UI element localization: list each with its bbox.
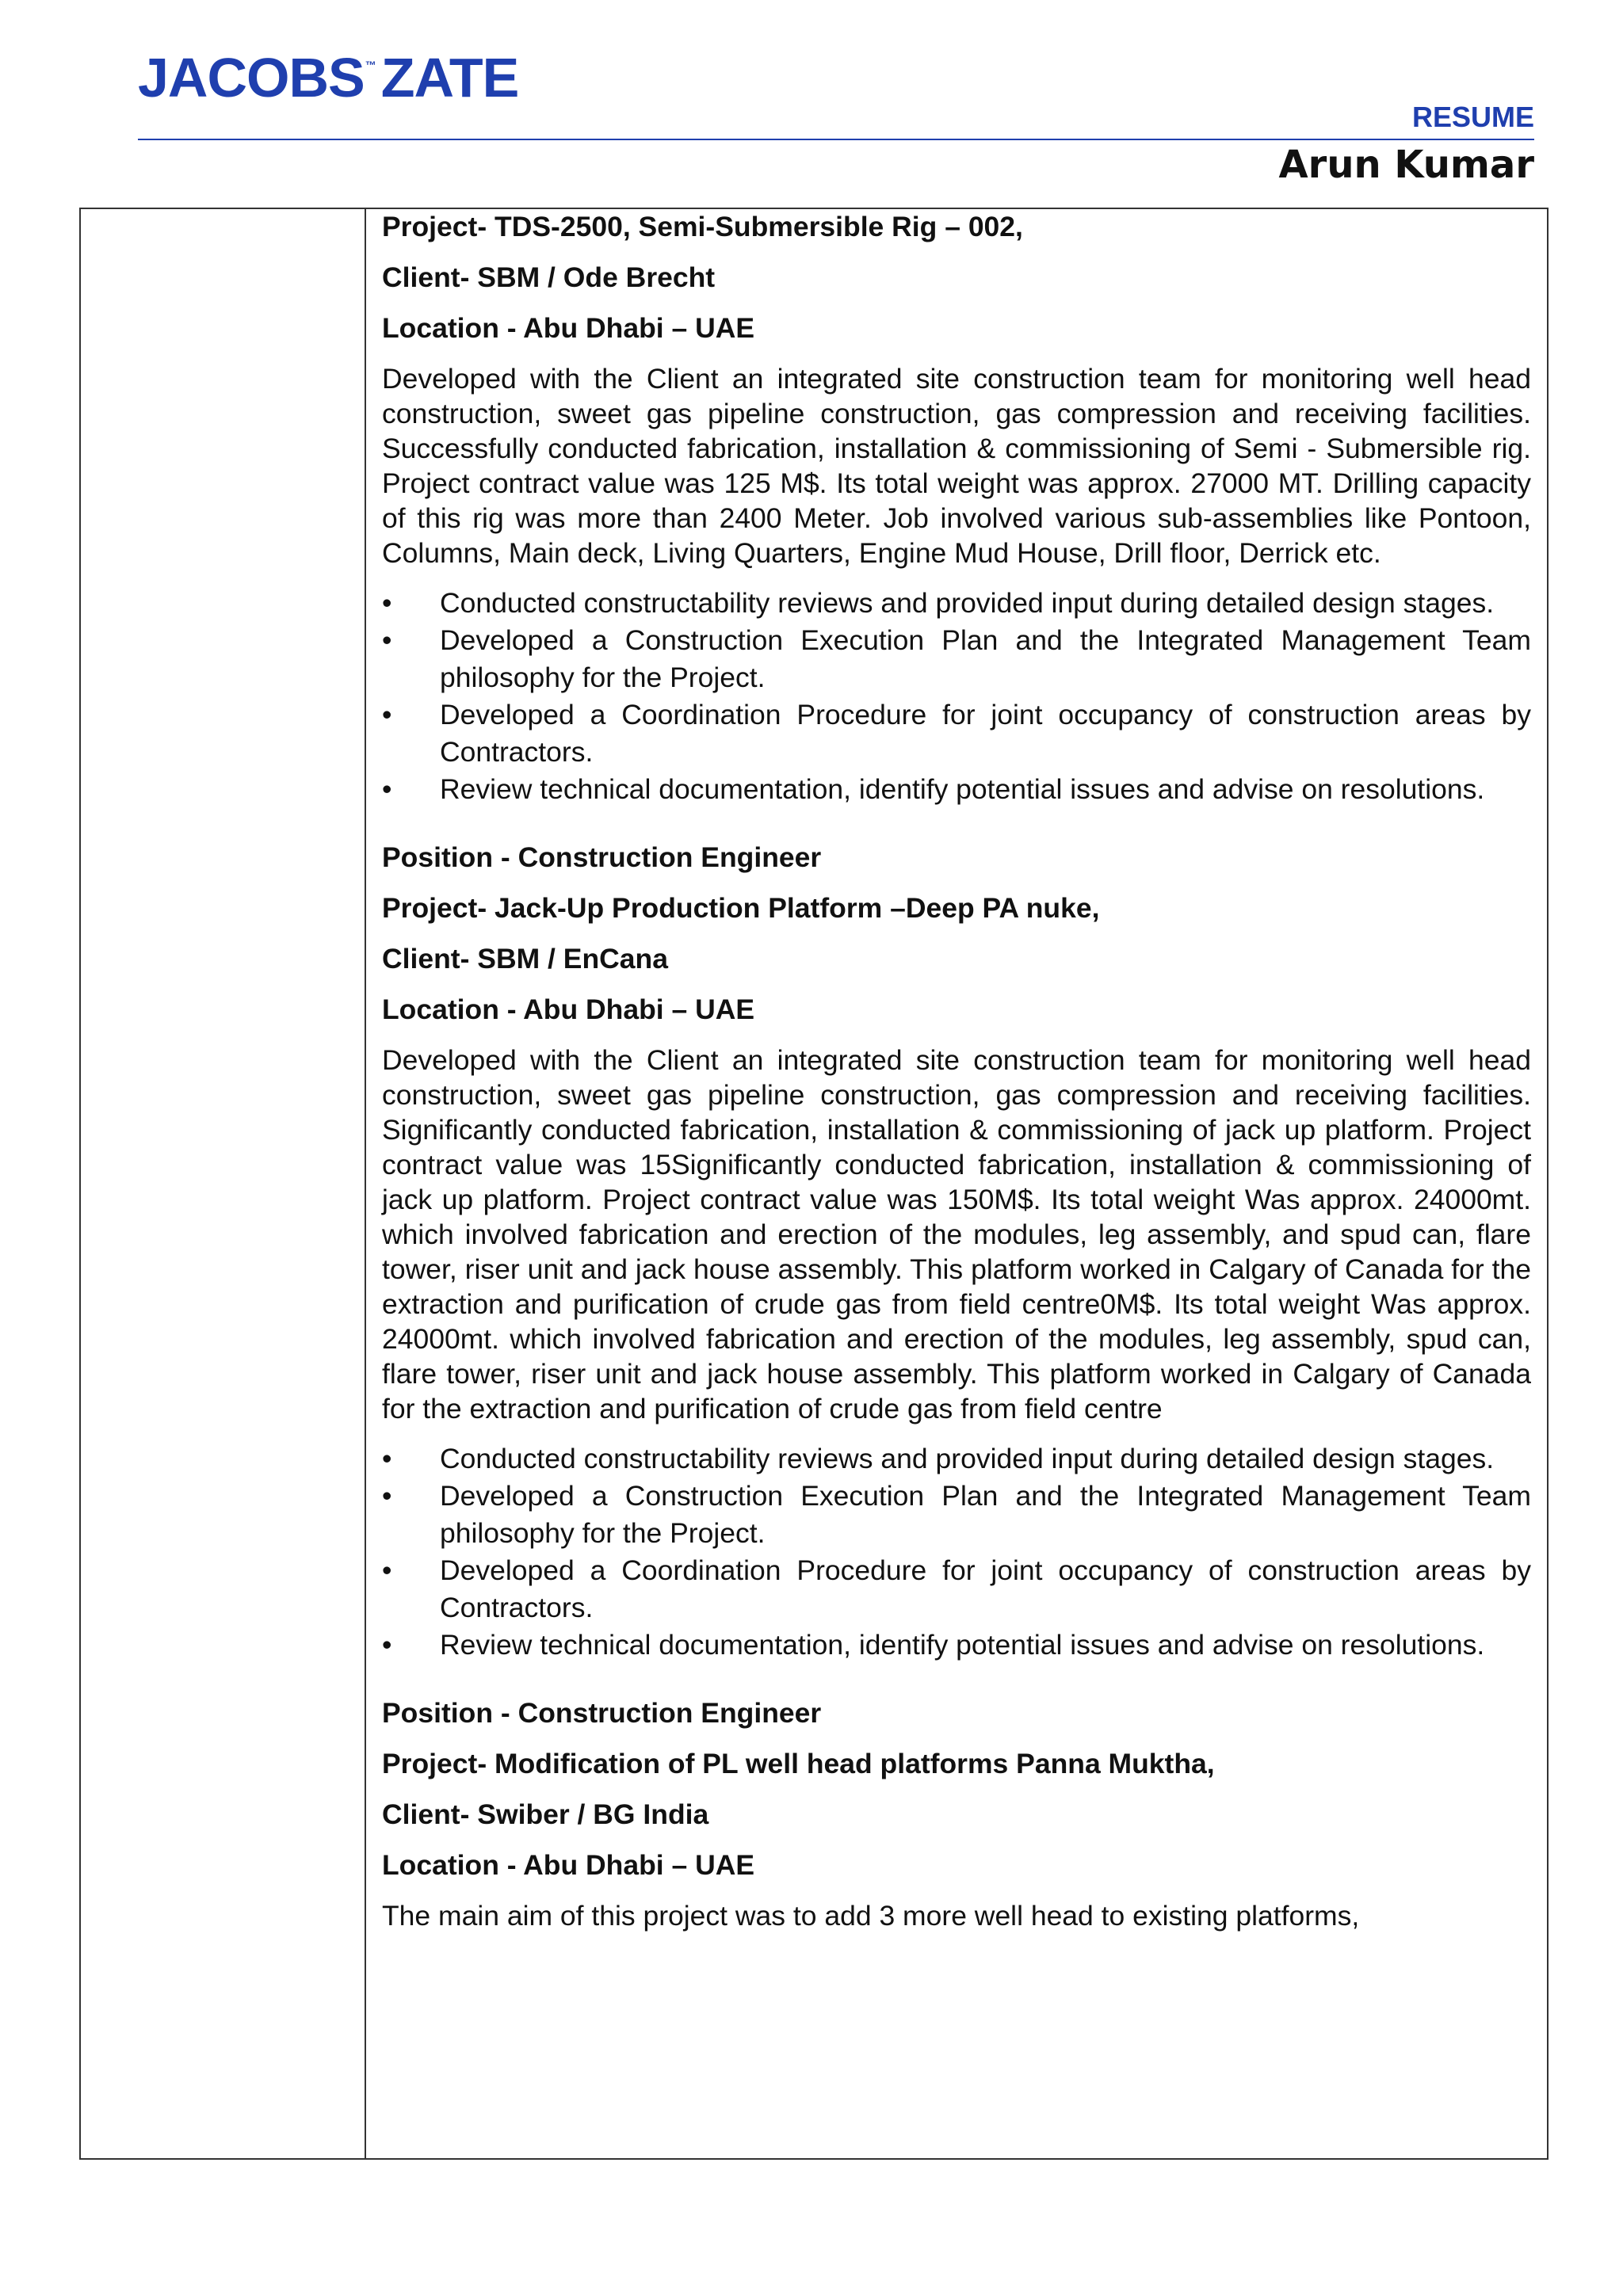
responsibility-item bbox=[382, 1627, 1531, 1664]
client-name: Client- SBM / Ode Brecht bbox=[382, 261, 716, 293]
logo-part-2: ZATE bbox=[380, 47, 519, 109]
bullet-icon: • bbox=[382, 1443, 392, 1474]
project-entry bbox=[382, 209, 1531, 808]
responsibility-item bbox=[382, 771, 1531, 808]
client-name: Client- SBM / EnCana bbox=[382, 943, 668, 974]
responsibility-item bbox=[382, 1478, 1531, 1552]
responsibility-item bbox=[382, 1552, 1531, 1627]
project-title: Project- TDS-2500, Semi-Submersible Rig – 002, bbox=[382, 211, 1023, 242]
responsibility-text: Review technical documentation, identify potential issues and advise on resolutions. bbox=[440, 1629, 1485, 1661]
bullet-icon: • bbox=[382, 624, 392, 656]
client-name: Client- Swiber / BG India bbox=[382, 1798, 709, 1830]
project-entry bbox=[382, 840, 1531, 1664]
table-left-column bbox=[81, 209, 366, 2158]
responsibility-text: Developed a Construction Execution Plan and the Integrated Management Team philosophy for the Project. bbox=[440, 624, 1531, 693]
responsibility-text: Conducted constructability reviews and provided input during detailed design stages. bbox=[440, 1443, 1495, 1474]
responsibility-text: Review technical documentation, identify potential issues and advise on resolutions. bbox=[440, 773, 1485, 805]
bullet-icon: • bbox=[382, 773, 392, 805]
responsibility-item bbox=[382, 585, 1531, 622]
bullet-icon: • bbox=[382, 587, 392, 619]
company-logo bbox=[138, 47, 519, 109]
project-location: Location - Abu Dhabi – UAE bbox=[382, 1849, 755, 1881]
person-name: Arun Kumar bbox=[1278, 143, 1534, 187]
project-location: Location - Abu Dhabi – UAE bbox=[382, 312, 755, 344]
project-entry bbox=[382, 1695, 1531, 1933]
bullet-icon: • bbox=[382, 699, 392, 730]
responsibility-item bbox=[382, 1440, 1531, 1478]
responsibility-text: Developed a Construction Execution Plan and the Integrated Management Team philosophy for the Project. bbox=[440, 1480, 1531, 1549]
position-title: Position - Construction Engineer bbox=[382, 841, 822, 873]
project-description: Developed with the Client an integrated site construction team for monitoring well head construction, sweet gas pipeline construction, gas compression and receiving facilities. Significantly conducted fabrication, installation & commissioning of jack up platform. Project contract value was 15Significantly conducted fabrication, installation & commissioning of jack up platform. Project contract value was 150M$. Its total weight Was approx. 24000mt. which involved fabrication and erection of the modules, leg assembly, and spud can, flare tower, riser unit and jack house assembly. This platform worked in Calgary of Canada for the extraction and purification of crude gas from field centre0M$. Its total weight Was approx. 24000mt. which involved fabrication and erection of the modules, leg assembly, spud can, flare tower, riser unit and jack house assembly. This platform worked in Calgary of Canada for the extraction and purification of crude gas from field centre bbox=[382, 1044, 1531, 1425]
responsibility-item bbox=[382, 696, 1531, 771]
bullet-icon: • bbox=[382, 1480, 392, 1512]
responsibility-list bbox=[382, 1440, 1531, 1664]
project-title: Project- Modification of PL well head platforms Panna Muktha, bbox=[382, 1748, 1215, 1779]
responsibility-text: Developed a Coordination Procedure for joint occupancy of construction areas by Contractors. bbox=[440, 1554, 1531, 1623]
project-description: The main aim of this project was to add 3 more well head to existing platforms, bbox=[382, 1900, 1360, 1932]
project-title: Project- Jack-Up Production Platform –Deep PA nuke, bbox=[382, 892, 1100, 924]
bullet-icon: • bbox=[382, 1554, 392, 1586]
responsibility-list bbox=[382, 585, 1531, 808]
table-right-column bbox=[368, 209, 1547, 2158]
header-divider bbox=[138, 139, 1534, 140]
logo-trademark: ™ bbox=[365, 59, 376, 71]
responsibility-item bbox=[382, 622, 1531, 696]
project-description: Developed with the Client an integrated site construction team for monitoring well head construction, sweet gas pipeline construction, gas compression and receiving facilities. Successfully conducted fabrication, installation & commissioning of Semi - Submersible rig. Project contract value was 125 M$. Its total weight was approx. 27000 MT. Drilling capacity of this rig was more than 2400 Meter. Job involved various sub-assemblies like Pontoon, Columns, Main deck, Living Quarters, Engine Mud House, Drill floor, Derrick etc. bbox=[382, 363, 1531, 569]
responsibility-text: Conducted constructability reviews and provided input during detailed design stages. bbox=[440, 587, 1495, 619]
experience-table bbox=[79, 208, 1549, 2160]
bullet-icon: • bbox=[382, 1629, 392, 1661]
resume-label: RESUME bbox=[1411, 101, 1534, 133]
responsibility-text: Developed a Coordination Procedure for joint occupancy of construction areas by Contractors. bbox=[440, 699, 1531, 768]
project-location: Location - Abu Dhabi – UAE bbox=[382, 994, 755, 1025]
logo-part-1: JACOBS bbox=[138, 47, 365, 109]
position-title: Position - Construction Engineer bbox=[382, 1697, 822, 1729]
